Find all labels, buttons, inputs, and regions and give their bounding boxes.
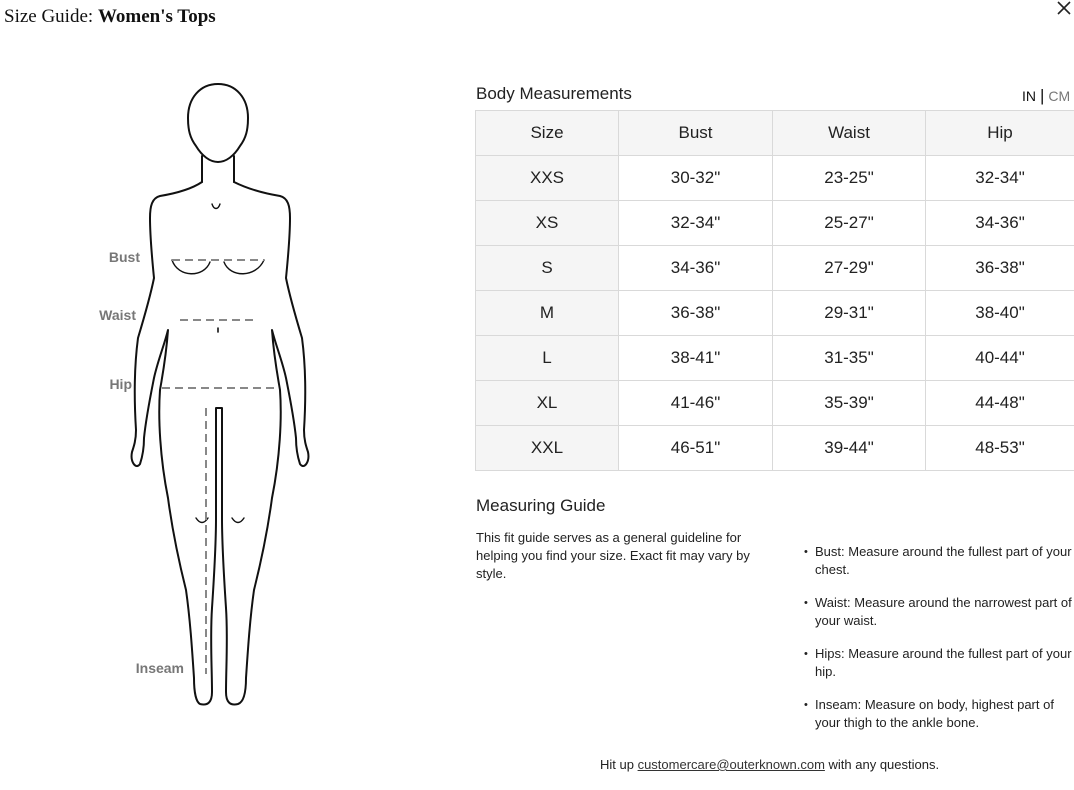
customer-care-email-link[interactable]: customercare@outerknown.com bbox=[637, 757, 825, 772]
size-cell: M bbox=[476, 291, 619, 336]
table-row bbox=[476, 156, 1074, 201]
hip-cell: 36-38" bbox=[926, 246, 1074, 291]
size-cell: XXS bbox=[476, 156, 619, 201]
measuring-tip-waist: • Waist: Measure around the narrowest part of your waist. bbox=[804, 594, 1072, 630]
size-table bbox=[475, 110, 1074, 471]
column-header-hip: Hip bbox=[926, 111, 1074, 156]
waist-cell: 31-35" bbox=[773, 336, 926, 381]
unit-cm-toggle[interactable]: CM bbox=[1048, 88, 1071, 104]
table-row bbox=[476, 426, 1074, 471]
body-measurements-title: Body Measurements bbox=[476, 84, 632, 103]
hip-cell: 44-48" bbox=[926, 381, 1074, 426]
column-header-bust: Bust bbox=[619, 111, 773, 156]
waist-cell: 25-27" bbox=[773, 201, 926, 246]
measuring-tips-list bbox=[804, 543, 1072, 747]
inseam-label: Inseam bbox=[135, 660, 184, 676]
size-cell: XXL bbox=[476, 426, 619, 471]
measuring-tip-hips: • Hips: Measure around the fullest part of your hip. bbox=[804, 645, 1072, 681]
measuring-tip-bust: • Bust: Measure around the fullest part of your chest. bbox=[804, 543, 1072, 579]
footer-prefix: Hit up bbox=[600, 757, 638, 772]
size-cell: XL bbox=[476, 381, 619, 426]
waist-label: Waist bbox=[99, 307, 136, 323]
measuring-guide-title: Measuring Guide bbox=[476, 496, 606, 515]
size-cell: L bbox=[476, 336, 619, 381]
hip-cell: 40-44" bbox=[926, 336, 1074, 381]
hip-cell: 48-53" bbox=[926, 426, 1074, 471]
page-title bbox=[4, 6, 216, 28]
unit-toggle bbox=[1022, 86, 1070, 106]
unit-in-toggle[interactable]: IN bbox=[1022, 88, 1036, 104]
waist-cell: 39-44" bbox=[773, 426, 926, 471]
bust-cell: 36-38" bbox=[619, 291, 773, 336]
bust-cell: 32-34" bbox=[619, 201, 773, 246]
waist-cell: 27-29" bbox=[773, 246, 926, 291]
figure-bust-curve bbox=[172, 260, 264, 274]
column-header-size: Size bbox=[476, 111, 619, 156]
bust-cell: 34-36" bbox=[619, 246, 773, 291]
table-row bbox=[476, 246, 1074, 291]
table-row bbox=[476, 336, 1074, 381]
bust-cell: 38-41" bbox=[619, 336, 773, 381]
waist-cell: 35-39" bbox=[773, 381, 926, 426]
bust-cell: 46-51" bbox=[619, 426, 773, 471]
unit-separator: | bbox=[1040, 86, 1045, 105]
table-row bbox=[476, 291, 1074, 336]
table-row bbox=[476, 381, 1074, 426]
measuring-guide-intro: This fit guide serves as a general guideline for helping you find your size. Exact fit may vary by style. bbox=[476, 530, 750, 581]
size-table-header-row bbox=[476, 111, 1074, 156]
column-header-waist: Waist bbox=[773, 111, 926, 156]
close-icon bbox=[1056, 0, 1072, 16]
table-row bbox=[476, 201, 1074, 246]
close-button[interactable] bbox=[1056, 0, 1072, 16]
hip-cell: 38-40" bbox=[926, 291, 1074, 336]
title-product-type: Women's Tops bbox=[97, 6, 216, 27]
size-cell: S bbox=[476, 246, 619, 291]
body-figure-icon bbox=[92, 78, 312, 718]
waist-cell: 29-31" bbox=[773, 291, 926, 336]
bust-cell: 41-46" bbox=[619, 381, 773, 426]
size-cell: XS bbox=[476, 201, 619, 246]
contact-footer bbox=[600, 757, 939, 772]
body-figure bbox=[92, 78, 312, 718]
measuring-tip-inseam: • Inseam: Measure on body, highest part of your thigh to the ankle bone. bbox=[804, 696, 1072, 732]
footer-suffix: with any questions. bbox=[824, 757, 940, 772]
waist-cell: 23-25" bbox=[773, 156, 926, 201]
hip-label: Hip bbox=[109, 376, 132, 392]
bust-label: Bust bbox=[108, 249, 140, 265]
hip-cell: 34-36" bbox=[926, 201, 1074, 246]
figure-neck bbox=[202, 156, 234, 182]
bust-cell: 30-32" bbox=[619, 156, 773, 201]
figure-head bbox=[188, 84, 248, 162]
title-prefix: Size Guide: bbox=[4, 6, 98, 27]
hip-cell: 32-34" bbox=[926, 156, 1074, 201]
figure-body bbox=[132, 182, 309, 705]
